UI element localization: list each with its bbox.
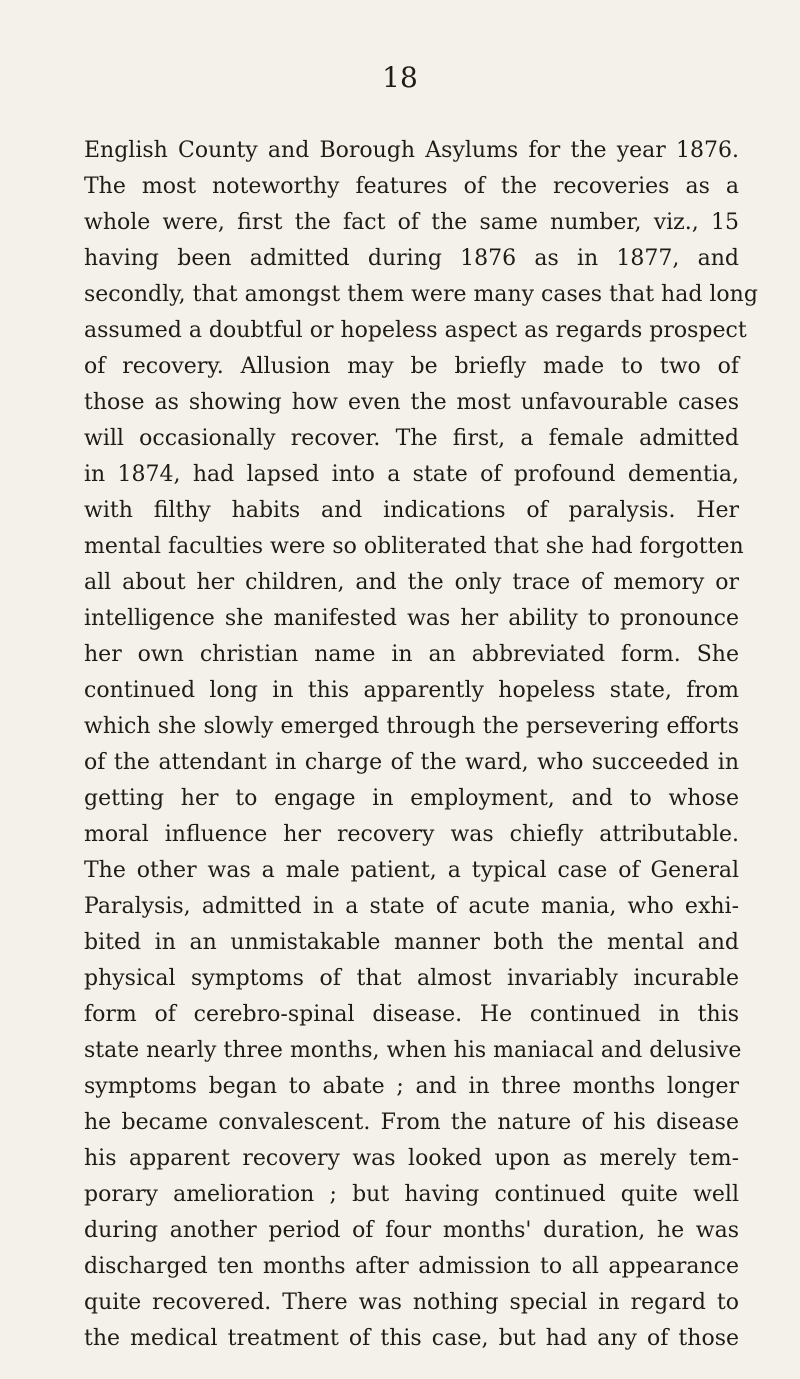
text-line: with filthy habits and indications of paralysis. Her bbox=[84, 498, 739, 523]
text-line: discharged ten months after admission to all appearance bbox=[84, 1254, 739, 1279]
text-line: whole were, first the fact of the same number, viz., 15 bbox=[84, 210, 739, 235]
text-line: The other was a male patient, a typical case of General bbox=[84, 858, 739, 883]
text-line: secondly, that amongst them were many cases that had long bbox=[84, 282, 758, 307]
text-line: having been admitted during 1876 as in 1877, and bbox=[84, 246, 739, 271]
text-line: will occasionally recover. The first, a female admitted bbox=[84, 426, 739, 451]
text-line: state nearly three months, when his maniacal and delusive bbox=[84, 1038, 742, 1063]
text-line: all about her children, and the only trace of memory or bbox=[84, 570, 739, 595]
page-number: 18 bbox=[382, 61, 418, 94]
text-line: symptoms began to abate ; and in three months longer bbox=[84, 1074, 739, 1099]
text-line: the medical treatment of this case, but had any of those bbox=[84, 1326, 739, 1351]
text-line: physical symptoms of that almost invariably incurable bbox=[84, 966, 739, 991]
text-line: during another period of four months' duration, he was bbox=[84, 1218, 739, 1243]
text-line: which she slowly emerged through the persevering efforts bbox=[84, 714, 739, 739]
body-paragraph bbox=[84, 133, 758, 1357]
text-line: getting her to engage in employment, and to whose bbox=[84, 786, 739, 811]
text-line: The most noteworthy features of the recoveries as a bbox=[84, 174, 739, 199]
text-line: he became convalescent. From the nature of his disease bbox=[84, 1110, 739, 1135]
text-line: those as showing how even the most unfavourable cases bbox=[84, 390, 739, 415]
text-line: Paralysis, admitted in a state of acute mania, who exhi- bbox=[84, 894, 739, 919]
text-line: assumed a doubtful or hopeless aspect as regards prospect bbox=[84, 318, 747, 343]
text-line: quite recovered. There was nothing special in regard to bbox=[84, 1290, 739, 1315]
text-line: moral influence her recovery was chiefly attributable. bbox=[84, 822, 739, 847]
text-line: mental faculties were so obliterated that she had forgotten bbox=[84, 534, 744, 559]
text-line: of recovery. Allusion may be briefly made to two of bbox=[84, 354, 739, 379]
text-line: intelligence she manifested was her ability to pronounce bbox=[84, 606, 739, 631]
text-line: bited in an unmistakable manner both the mental and bbox=[84, 930, 739, 955]
text-line: in 1874, had lapsed into a state of profound dementia, bbox=[84, 462, 739, 487]
text-line: form of cerebro-spinal disease. He continued in this bbox=[84, 1002, 739, 1027]
text-line: porary amelioration ; but having continued quite well bbox=[84, 1182, 739, 1207]
text-line: his apparent recovery was looked upon as merely tem- bbox=[84, 1146, 739, 1171]
text-line: her own christian name in an abbreviated form. She bbox=[84, 642, 739, 667]
text-line: continued long in this apparently hopeless state, from bbox=[84, 678, 739, 703]
text-line: English County and Borough Asylums for the year 1876. bbox=[84, 138, 739, 163]
text-line: of the attendant in charge of the ward, who succeeded in bbox=[84, 750, 739, 775]
